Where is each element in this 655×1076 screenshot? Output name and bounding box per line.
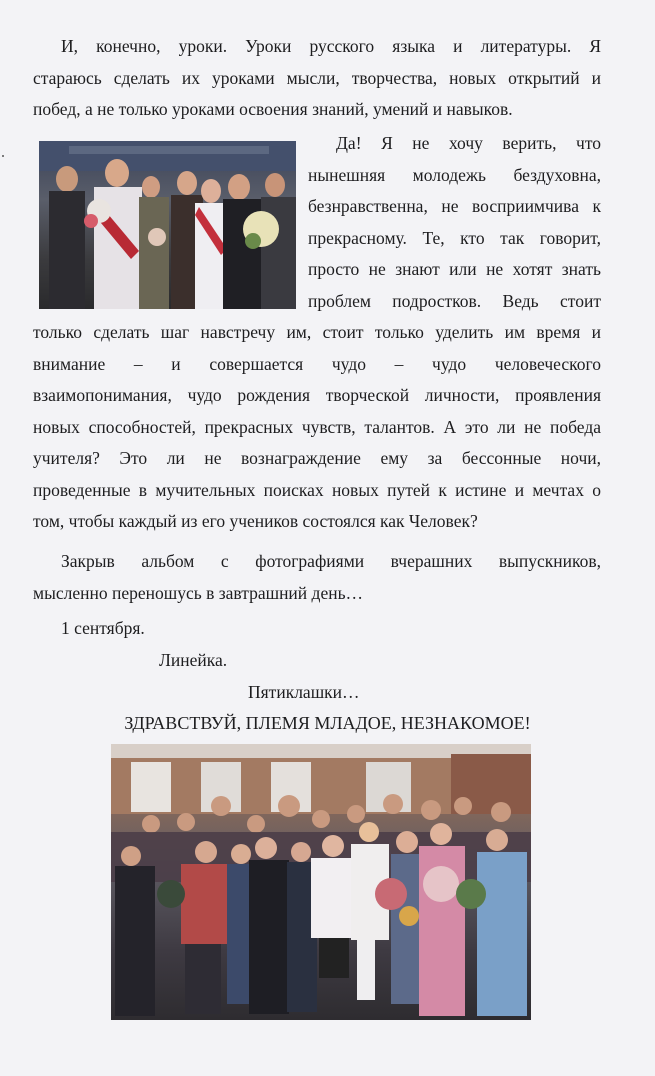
text-line: новых способностей, прекрасных чувств, талантов. А это ли не победа [33,416,601,437]
text-line: внимание – и совершается чудо – чудо человеческого [33,353,601,374]
text-line: проблем подростков. Ведь стоит [308,290,601,311]
text-line: взаимопонимания, чудо рождения творческой личности, проявления [33,385,601,405]
text-line: просто не знают или не хотят знать [308,259,601,279]
text-line: нынешняя молодежь бездуховна, [308,164,601,185]
text-line: учителя? Это ли не вознаграждение ему за бессонные ночи, [33,448,601,468]
text-line: том, чтобы каждый из его учеников состоялся как Человек? [33,511,478,531]
paragraph-lessons [33,31,601,126]
text-line: стараюсь сделать их уроками мысли, творчества, новых открытий и [33,67,601,88]
paragraph-album [33,546,601,609]
date-line: 1 сентября. [61,618,145,638]
pyatiklashki-line: Пятиклашки… [248,682,360,702]
text-line: побед, а не только уроками освоения знаний, умений и навыков. [33,99,513,119]
paragraph-belief-side [308,128,601,317]
text-line: прекрасному. Те, кто так говорит, [308,227,601,248]
text-line: Закрыв альбом с фотографиями вчерашних выпускников, [61,551,601,571]
text-line: проведенные в мучительных поисках новых путей к истине и мечтах о [33,479,601,500]
margin-mark [2,155,4,157]
paragraph-belief-full [33,317,601,538]
text-line: безнравственна, не восприимчива к [308,196,601,216]
graduates-photo [39,141,296,309]
text-line: только сделать шаг навстречу им, стоит только уделить им время и [33,322,601,342]
text-line: мысленно переношусь в завтрашний день… [33,582,364,603]
heading-greeting: ЗДРАВСТВУЙ, ПЛЕМЯ МЛАДОЕ, НЕЗНАКОМОЕ! [124,713,531,733]
fifth-graders-photo [111,744,531,1020]
lineika-line: Линейка. [159,650,228,670]
text-line: Да! Я не хочу верить, что [336,133,601,153]
text-line: И, конечно, уроки. Уроки русского языка и литературы. Я [61,36,601,56]
